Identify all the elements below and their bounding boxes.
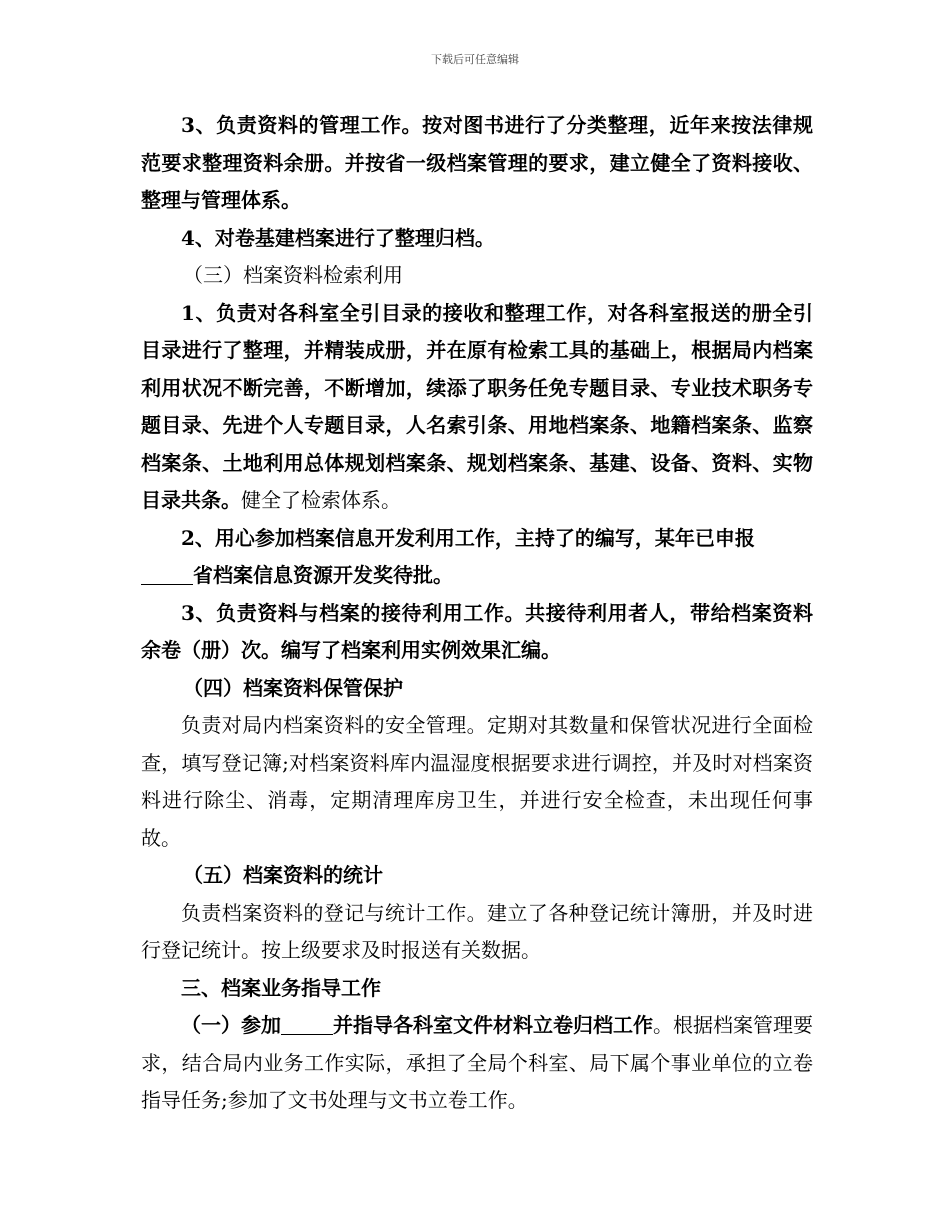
page-header-note: 下载后可任意编辑 <box>431 53 519 66</box>
blank-underline <box>141 564 193 585</box>
paragraph-catalog-work <box>141 295 813 520</box>
document-body <box>141 107 813 1120</box>
paragraph-info-development <box>141 520 813 595</box>
info-development-line-1: 2、用心参加档案信息开发利用工作，主持了的编写，某年已申报 <box>181 525 755 550</box>
filing-guidance-title: 并指导各科室文件材料立卷归档工作 <box>333 1013 653 1037</box>
catalog-work-main-text: 1、负责对各科室全引目录的接收和整理工作，对各科室报送的册全引目录进行了整理，并精装成册，并在原有检索工具的基础上，根据局内档案利用状况不断完善，不断增加，续添了职务任免专题目录、专业技术职务专题目录、先进个人专题目录，人名索引条、用地档案条、地籍档案条、监察档案条、土地利用总体规划档案条、规划档案条、基建、设备、资料、实物目录共条。 <box>141 300 813 512</box>
paragraph-resource-management: 3、负责资料的管理工作。按对图书进行了分类整理，近年来按法律规范要求整理资料余册。并按省一级档案管理的要求，建立健全了资料接收、整理与管理体系。 <box>141 113 813 212</box>
paragraph-construction-archives: 4、对卷基建档案进行了整理归档。 <box>181 225 495 250</box>
catalog-work-trailing-text: 健全了检索体系。 <box>241 488 401 512</box>
section-heading-retrieval: （三）档案资料检索利用 <box>183 263 403 287</box>
paragraph-safety-management: 负责对局内档案资料的安全管理。定期对其数量和保管状况进行全面检查，填写登记簿;对档案资料库内温湿度根据要求进行调控，并及时对档案资料进行除尘、消毒，定期清理库房卫生，并进行安全检查，未出现任何事故。 <box>141 713 813 850</box>
blank-underline <box>281 1014 333 1035</box>
info-development-line-2: 省档案信息资源开发奖待批。 <box>193 563 453 587</box>
section-heading-statistics: （五）档案资料的统计 <box>183 863 383 887</box>
section-heading-business-guidance: 三、档案业务指导工作 <box>181 975 381 1000</box>
paragraph-reception-usage: 3、负责资料与档案的接待利用工作。共接待利用者人，带给档案资料余卷（册）次。编写了档案利用实例效果汇编。 <box>141 600 813 662</box>
paragraph-statistics-work: 负责档案资料的登记与统计工作。建立了各种登记统计簿册，并及时进行登记统计。按上级要求及时报送有关数据。 <box>141 900 813 962</box>
paragraph-filing-guidance <box>141 1007 813 1120</box>
filing-guidance-body: 。根据档案管理要求，结合局内业务工作实际，承担了全局个科室、局下属个事业单位的立卷指导任务;参加了文书处理与文书立卷工作。 <box>141 1013 813 1112</box>
section-heading-preservation: （四）档案资料保管保护 <box>183 675 403 700</box>
filing-guidance-lead: （一）参加 <box>181 1013 281 1037</box>
